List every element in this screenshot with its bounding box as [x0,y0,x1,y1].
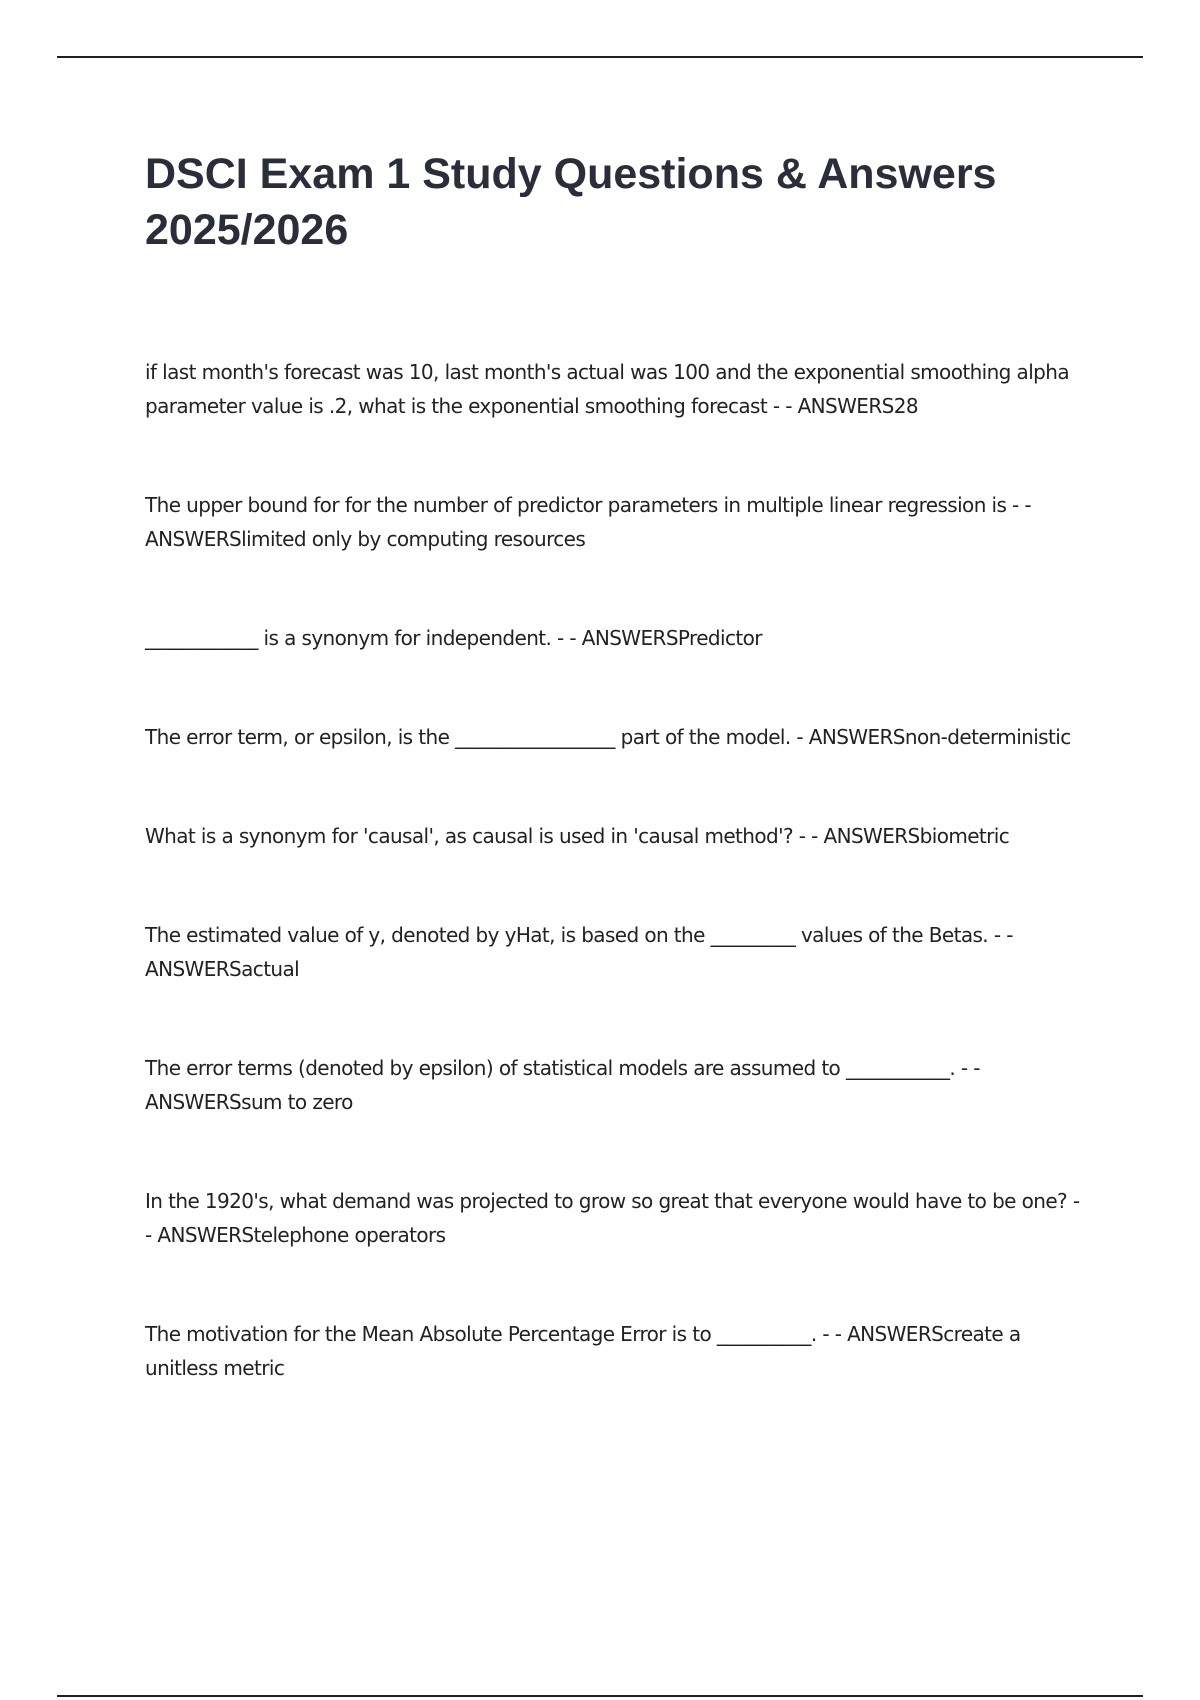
qa-list [145,355,1090,1450]
top-divider [57,56,1143,58]
page-title: DSCI Exam 1 Study Questions & Answers 2025/2026 [145,150,997,254]
qa-item: The error terms (denoted by epsilon) of statistical models are assumed to ___________. - - ANSWERSsum to zero [145,1056,980,1114]
qa-item: The motivation for the Mean Absolute Percentage Error is to __________. - - ANSWERScreate a unitless metric [145,1322,1021,1380]
bottom-divider [57,1695,1143,1697]
qa-item: if last month's forecast was 10, last month's actual was 100 and the exponential smoothing alpha parameter value is .2, what is the exponential smoothing forecast - - ANSWERS28 [145,360,1069,418]
qa-item: The error term, or epsilon, is the _________________ part of the model. - ANSWERSnon-deterministic [145,725,1071,749]
qa-item: The estimated value of y, denoted by yHat, is based on the _________ values of the Betas. - - ANSWERSactual [145,923,1013,981]
qa-item: The upper bound for for the number of predictor parameters in multiple linear regression is - - ANSWERSlimited only by computing resources [145,493,1032,551]
qa-item: In the 1920's, what demand was projected to grow so great that everyone would have to be one? - - ANSWERStelephone operators [145,1189,1080,1247]
qa-item: What is a synonym for 'causal', as causal is used in 'causal method'? - - ANSWERSbiometric [145,824,1010,848]
qa-item: ____________ is a synonym for independent. - - ANSWERSPredictor [145,626,762,650]
